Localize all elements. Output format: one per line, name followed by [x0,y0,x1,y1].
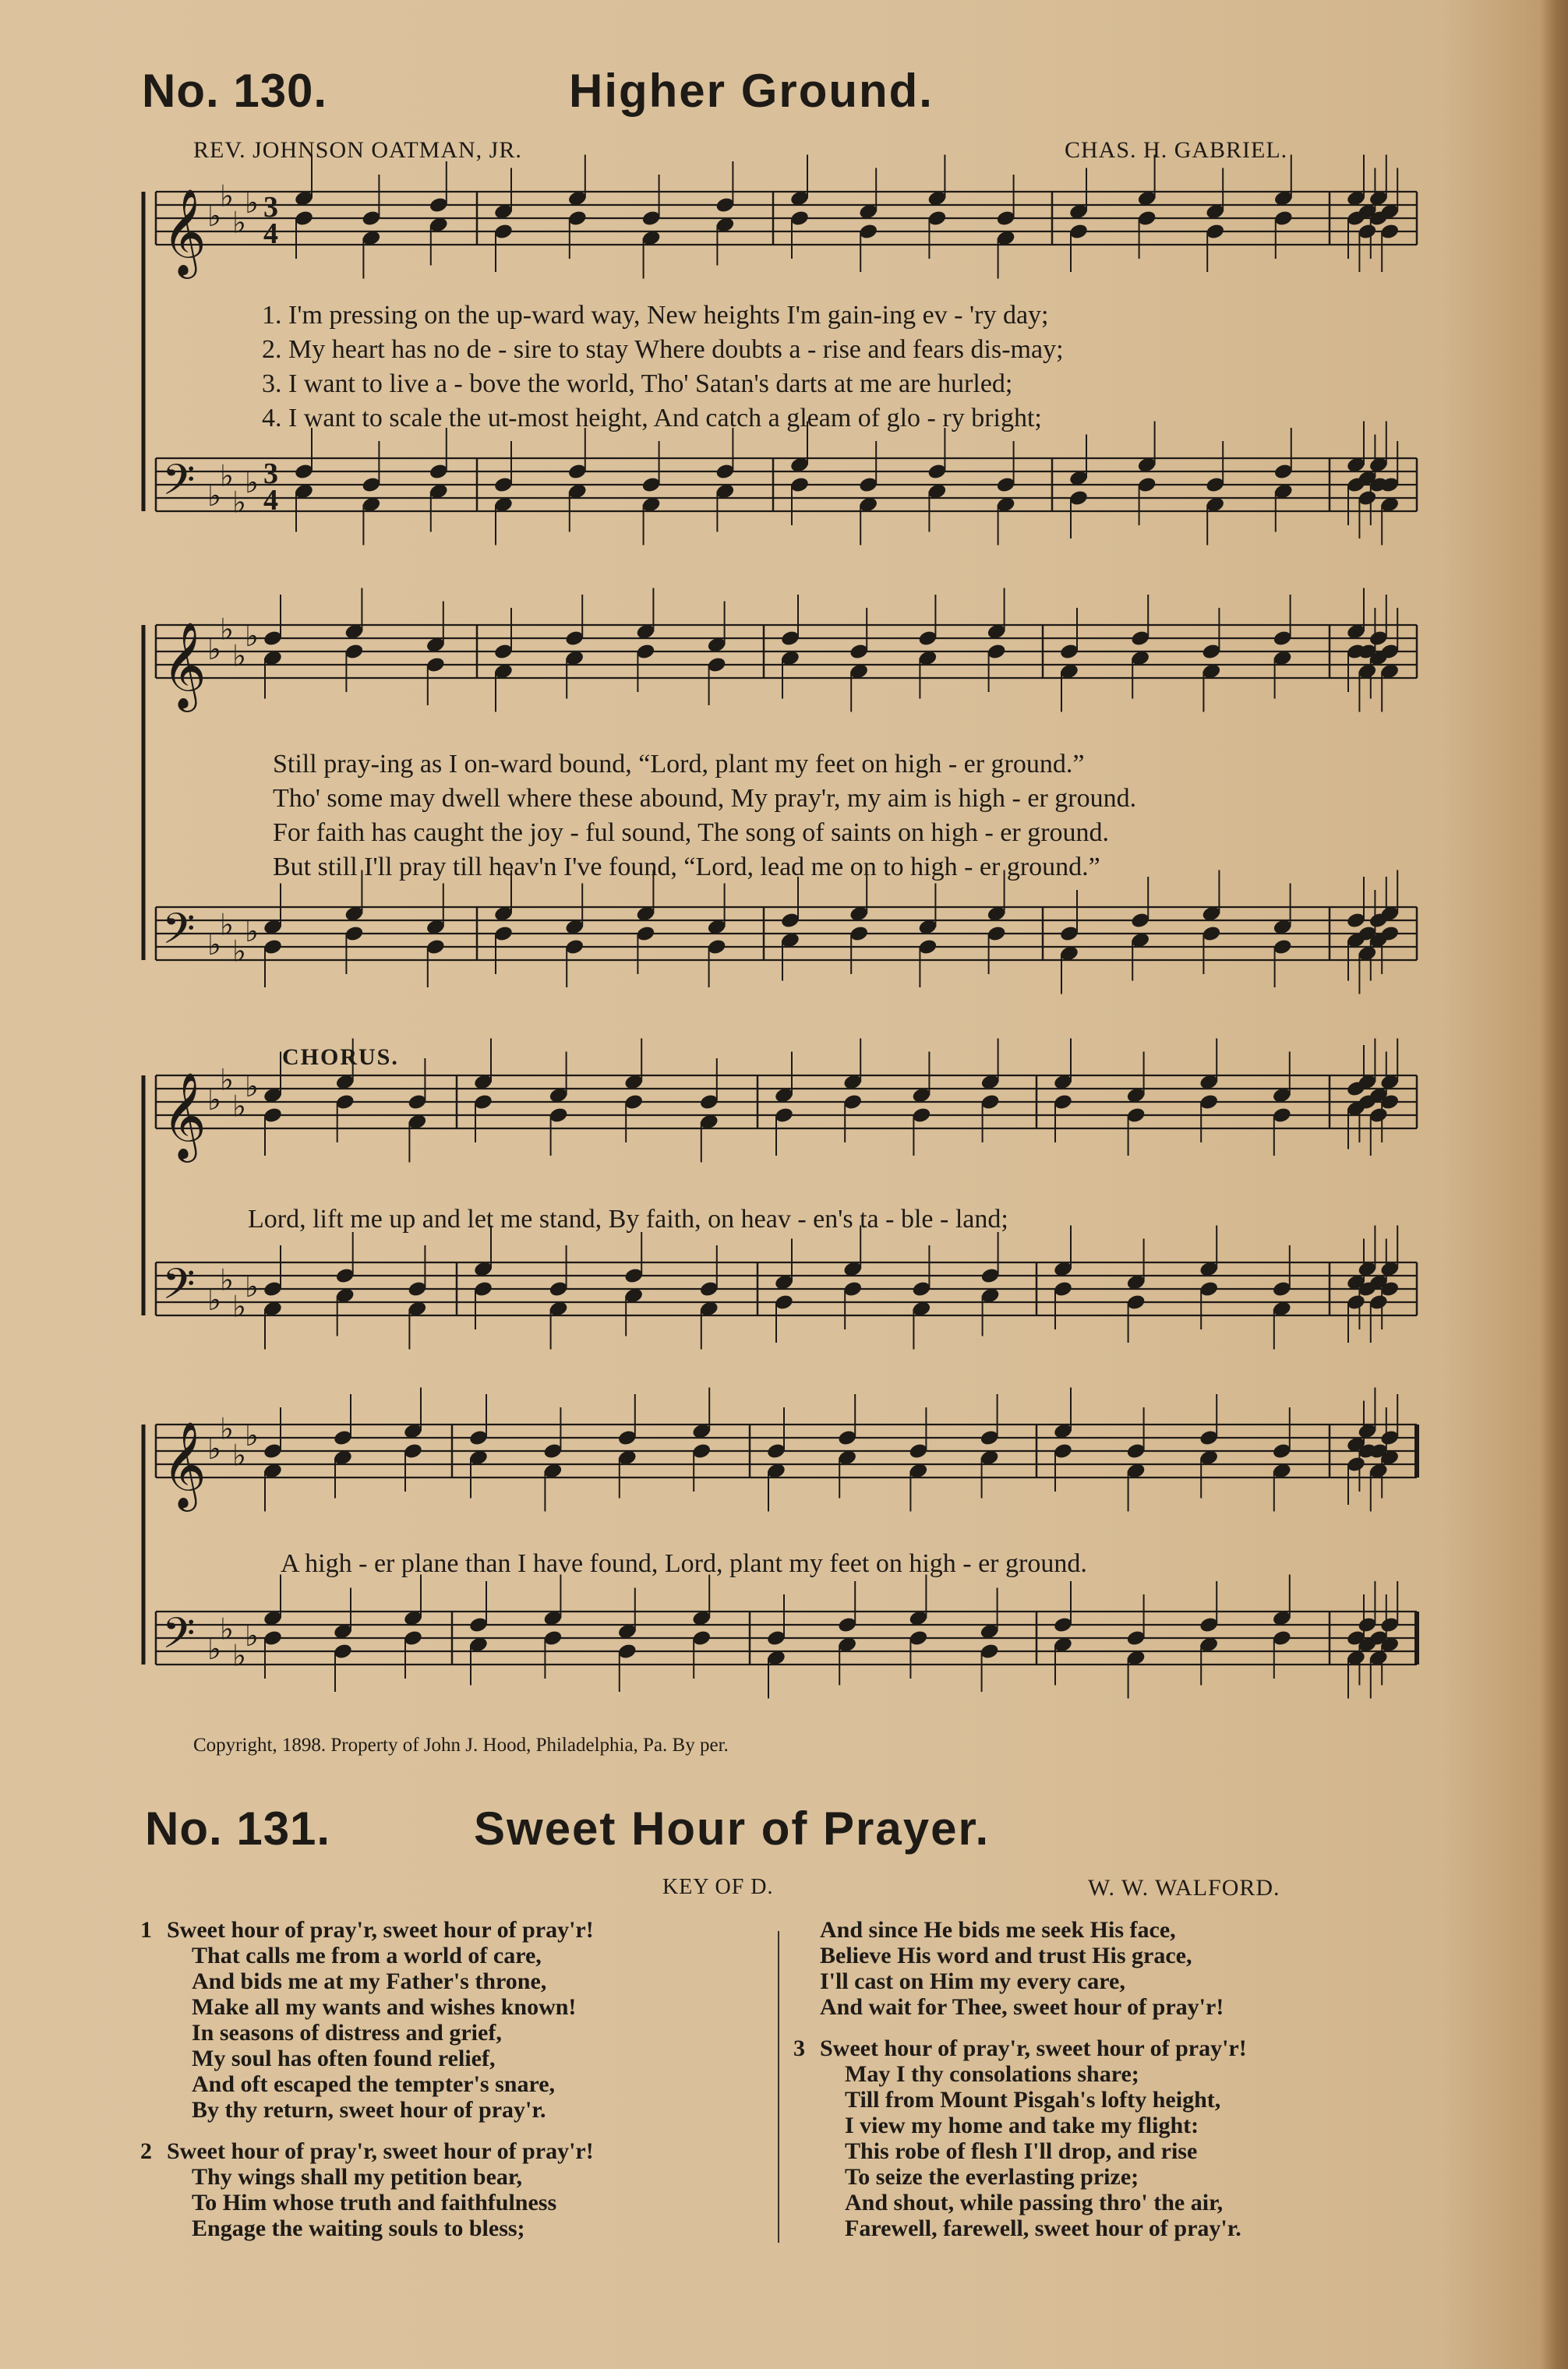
poem-line: And bids me at my Father's throne, [192,1968,547,1994]
flat-sign-icon: ♭ [232,934,246,969]
flat-sign-icon: ♭ [245,619,259,653]
stanza-number: 1 [140,1917,152,1943]
bass-clef-icon: 𝄢 [162,1608,196,1668]
flat-sign-icon: ♭ [207,1632,221,1666]
flat-sign-icon: ♭ [232,638,246,673]
poem-line: Make all my wants and wishes known! [192,1994,577,2020]
verse-3-line-1: 3. I want to live a - bove the world, Tho' Satan's darts at me are hurled; [262,369,1013,398]
bass-clef-icon: 𝄢 [162,904,196,964]
stanza-3 [793,2035,1247,2241]
hymn-131-author: W. W. WALFORD. [1088,1875,1280,1901]
hymn-131-number: No. 131. [145,1802,331,1855]
poem-line: May I thy consolations share; [845,2061,1139,2087]
flat-sign-icon: ♭ [232,485,246,520]
verse-3-line-2: For faith has caught the joy - ful sound, The song of saints on high - er ground. [273,818,1110,847]
hymn-131-key: KEY OF D. [662,1875,774,1899]
poem-line: In seasons of distress and grief, [192,2020,502,2046]
flat-sign-icon: ♭ [245,1418,259,1453]
verse-4-line-2: But still I'll pray till heav'n I've found, “Lord, lead me on to high - er ground.” [273,853,1100,881]
flat-sign-icon: ♭ [220,1411,234,1446]
flat-sign-icon: ♭ [220,1612,234,1647]
flat-sign-icon: ♭ [207,1283,221,1317]
flat-sign-icon: ♭ [220,1062,234,1097]
stanza-1 [140,1917,594,2123]
poem-line: And shout, while passing thro' the air, [845,2190,1224,2215]
poem-line: Sweet hour of pray'r, sweet hour of pray'r! [820,2035,1247,2061]
flat-sign-icon: ♭ [207,1432,221,1466]
verse-4-line-1: 4. I want to scale the ut-most height, And catch a gleam of glo - ry bright; [262,404,1042,432]
stanza-2 [140,2138,594,2241]
flat-sign-icon: ♭ [232,1289,246,1324]
hymn-131-right-column [793,1917,1247,2241]
poem-line: This robe of flesh I'll drop, and rise [845,2138,1198,2164]
poem-line: And oft escaped the tempter's snare, [192,2071,556,2097]
poem-line: Sweet hour of pray'r, sweet hour of pray'r! [167,1917,594,1943]
treble-clef-icon: 𝄞 [162,621,207,708]
flat-sign-icon: ♭ [232,1438,246,1473]
hymn-131-title: Sweet Hour of Prayer. [474,1802,991,1855]
flat-sign-icon: ♭ [245,914,259,948]
flat-sign-icon: ♭ [207,927,221,962]
flat-sign-icon: ♭ [245,465,259,500]
hymn-130-author: REV. JOHNSON OATMAN, JR. [193,137,522,163]
flat-sign-icon: ♭ [220,1262,234,1297]
chorus-line-1: Lord, lift me up and let me stand, By faith, on heav - en's ta - ble - land; [248,1205,1008,1234]
flat-sign-icon: ♭ [207,632,221,666]
verse-1-line-1: 1. I'm pressing on the up-ward way, New heights I'm gain-ing ev - 'ry day; [262,301,1049,330]
poem-line: Sweet hour of pray'r, sweet hour of pray'r! [167,2138,594,2164]
poem-line: My soul has often found relief, [192,2046,496,2071]
poem-line: I view my home and take my flight: [845,2113,1199,2138]
poem-line: To seize the everlasting prize; [845,2164,1139,2190]
poem-line: Engage the waiting souls to bless; [192,2215,525,2241]
flat-sign-icon: ♭ [220,612,234,647]
poem-line: I'll cast on Him my every care, [820,1968,1125,1994]
time-signature-bottom: 4 [263,484,278,517]
flat-sign-icon: ♭ [232,1089,246,1124]
hymn-130-composer: CHAS. H. GABRIEL. [1065,137,1288,163]
hymn-130-number: No. 130. [142,65,328,117]
poem-line: By thy return, sweet hour of pray'r. [192,2097,546,2123]
hymn-130-title: Higher Ground. [569,65,934,117]
poem-line: That calls me from a world of care, [192,1943,542,1968]
poem-line: To Him whose truth and faithfulness [192,2190,557,2215]
flat-sign-icon: ♭ [245,1619,259,1653]
treble-clef-icon: 𝄞 [162,1421,207,1508]
flat-sign-icon: ♭ [245,185,259,220]
flat-sign-icon: ♭ [207,199,221,233]
flat-sign-icon: ♭ [245,1069,259,1103]
copyright-notice: Copyright, 1898. Property of John J. Hood, Philadelphia, Pa. By per. [193,1735,729,1756]
poem-line: Till from Mount Pisgah's lofty height, [845,2087,1221,2113]
flat-sign-icon: ♭ [245,1269,259,1304]
poem-line: Farewell, farewell, sweet hour of pray'r. [845,2215,1241,2241]
flat-sign-icon: ♭ [207,1082,221,1117]
stanza-2-continued [820,1917,1247,2020]
hymn-131-left-column [140,1917,594,2241]
flat-sign-icon: ♭ [220,907,234,942]
poem-line: And wait for Thee, sweet hour of pray'r! [820,1994,1224,2020]
bass-clef-icon: 𝄢 [162,455,196,515]
flat-sign-icon: ♭ [220,178,234,214]
flat-sign-icon: ♭ [207,478,221,513]
poem-line: Thy wings shall my petition bear, [192,2164,522,2190]
stanza-number: 3 [793,2035,805,2061]
flat-sign-icon: ♭ [232,205,246,240]
time-signature-bottom: 4 [263,217,278,250]
time-signature-top: 3 [263,457,278,490]
poem-line: And since He bids me seek His face, [820,1917,1176,1943]
treble-clef-icon: 𝄞 [162,1072,207,1159]
verse-2-line-1: 2. My heart has no de - sire to stay Where doubts a - rise and fears dis-may; [262,335,1064,364]
time-signature-top: 3 [263,191,278,224]
verse-2-line-2: Tho' some may dwell where these abound, My pray'r, my aim is high - er ground. [273,784,1137,813]
flat-sign-icon: ♭ [232,1638,246,1673]
chorus-label: CHORUS. [282,1044,399,1070]
stanza-number: 2 [140,2138,152,2164]
column-divider [778,1931,779,2243]
poem-line: Believe His word and trust His grace, [820,1943,1192,1968]
bass-clef-icon: 𝄢 [162,1259,196,1319]
verse-1-line-2: Still pray-ing as I on-ward bound, “Lord, plant my feet on high - er ground.” [273,750,1085,778]
treble-clef-icon: 𝄞 [162,188,207,275]
chorus-line-2: A high - er plane than I have found, Lord, plant my feet on high - er ground. [281,1549,1087,1578]
flat-sign-icon: ♭ [220,458,234,493]
